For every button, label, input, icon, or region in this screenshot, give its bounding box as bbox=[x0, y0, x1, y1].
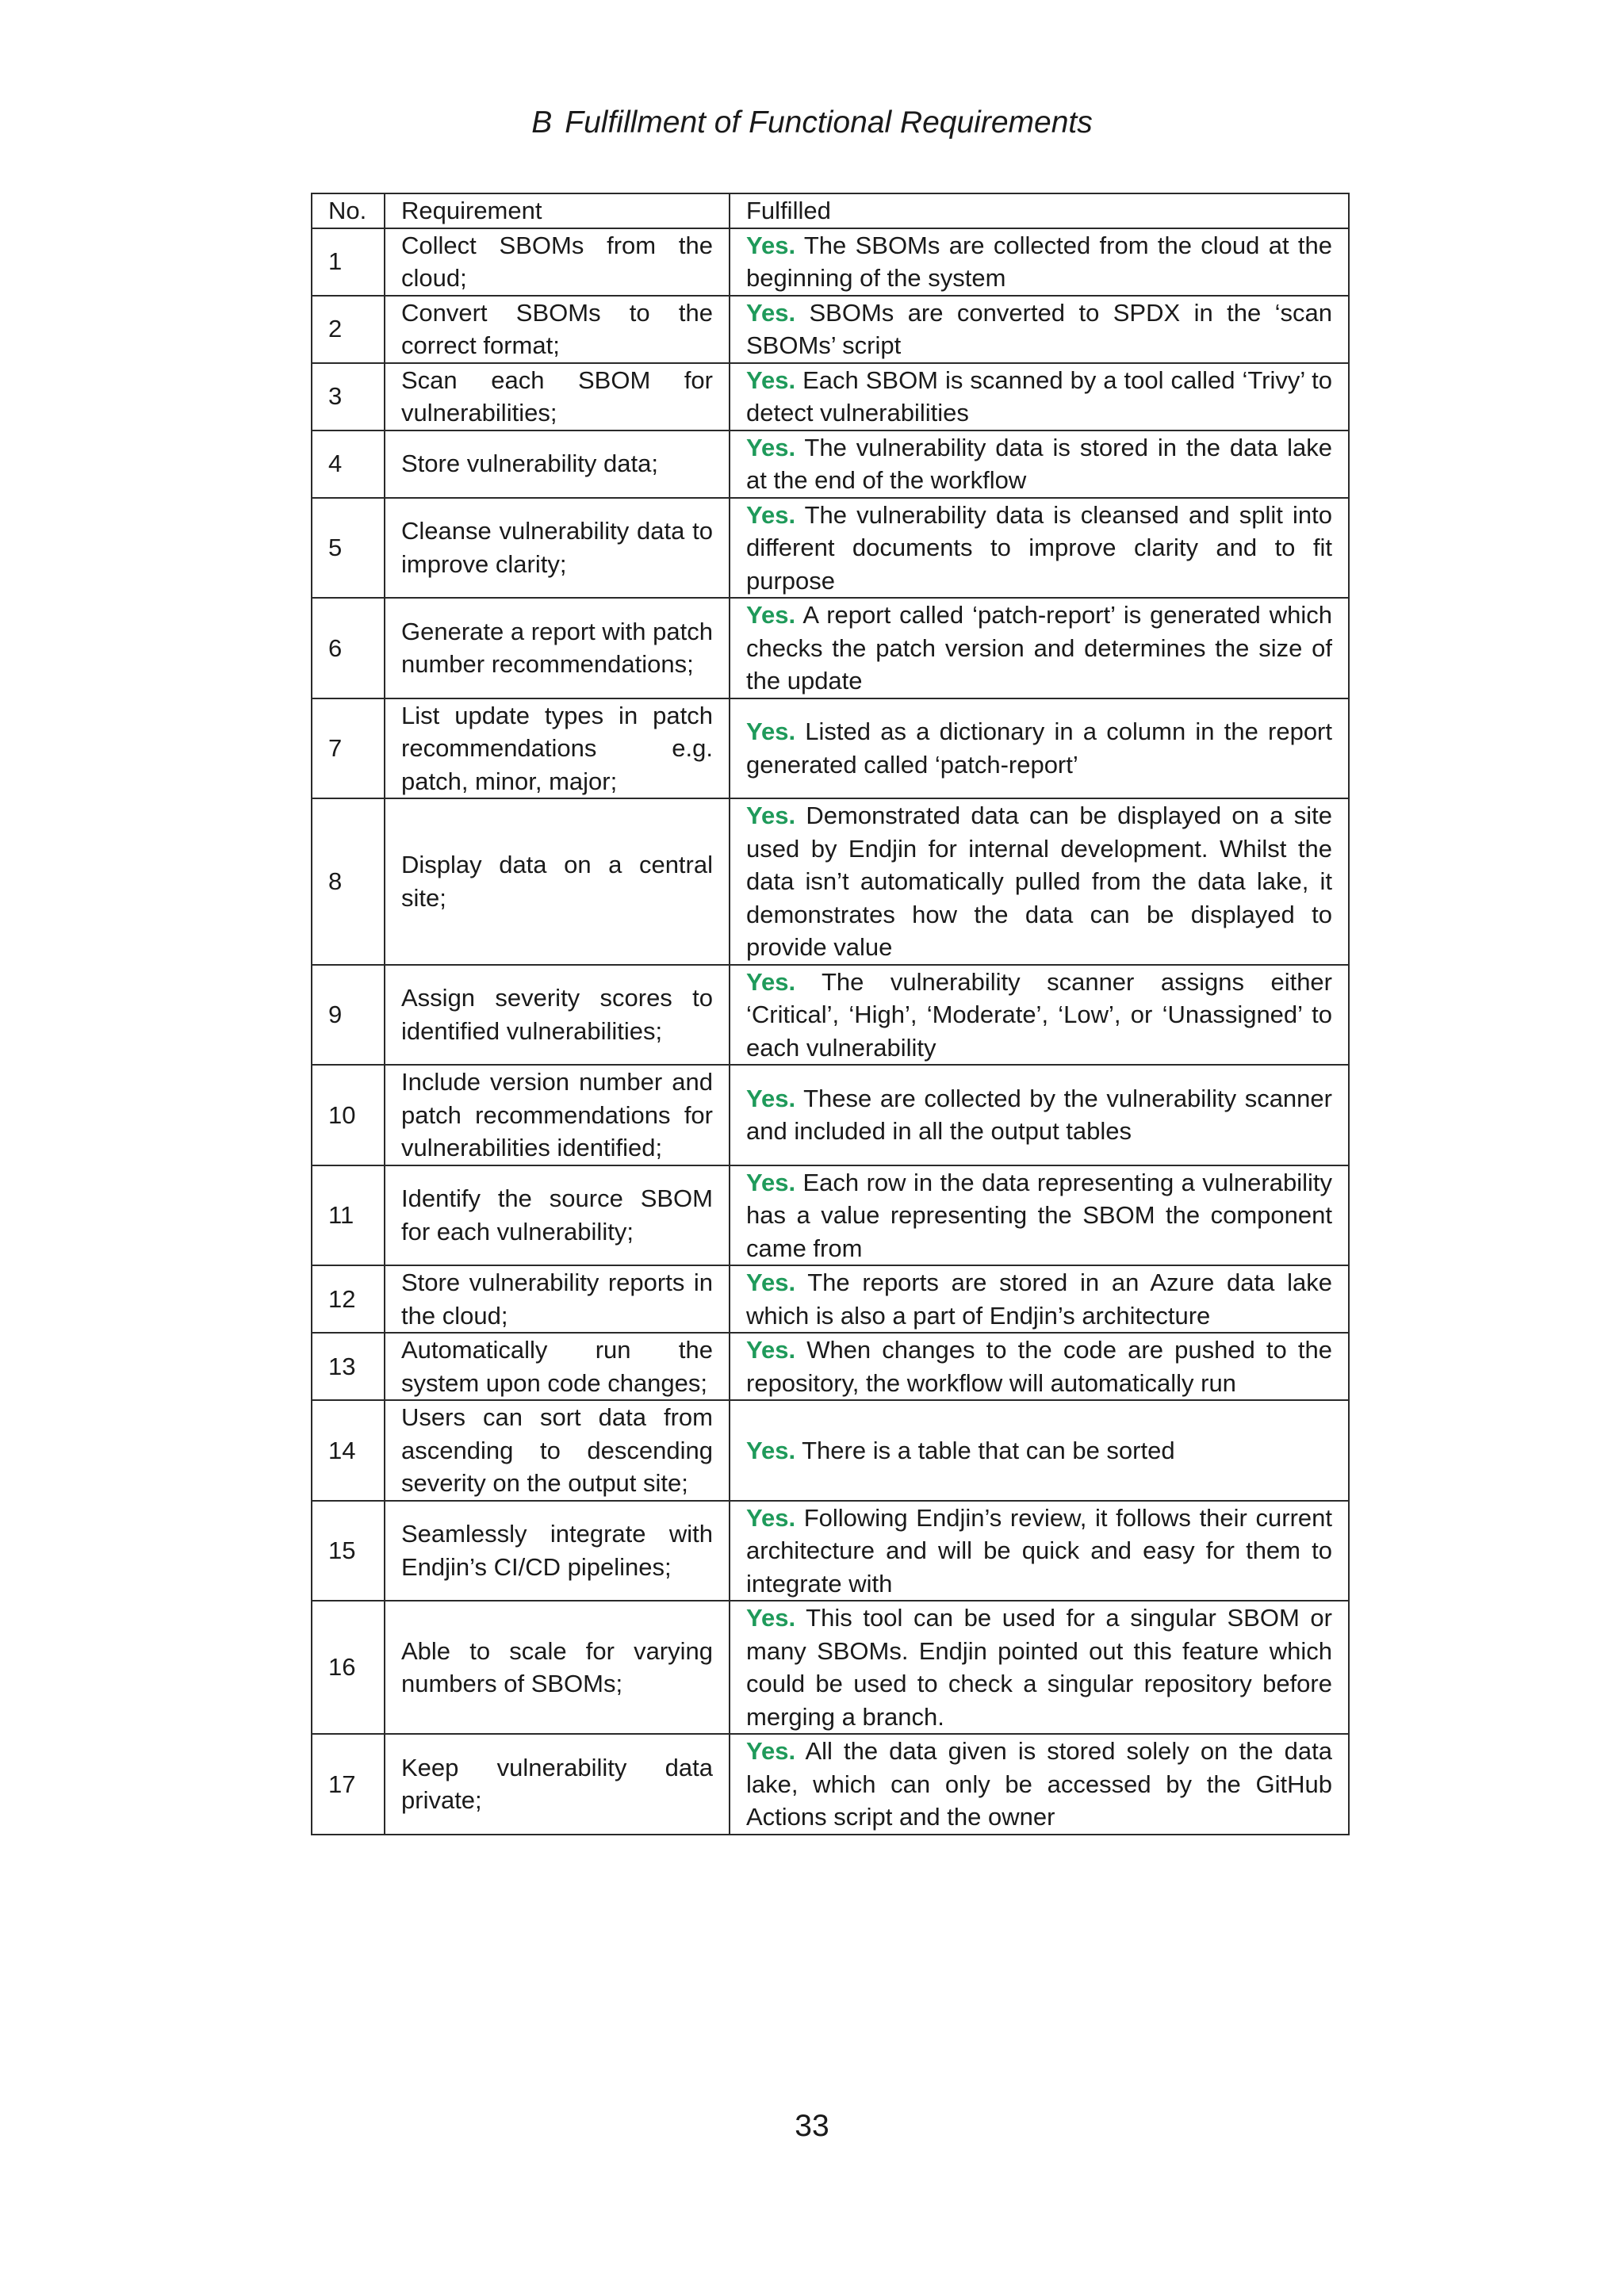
requirements-table bbox=[311, 193, 1350, 1835]
fulfilled-status: Yes. bbox=[746, 802, 796, 829]
fulfilled-detail: A report called ‘patch-report’ is generated which checks the patch version and determines the size of the update bbox=[746, 601, 1332, 695]
row-number: 1 bbox=[312, 228, 385, 296]
row-number: 9 bbox=[312, 965, 385, 1066]
fulfilled-status: Yes. bbox=[746, 1436, 796, 1464]
fulfilled-status: Yes. bbox=[746, 718, 796, 746]
running-header bbox=[0, 103, 1624, 143]
requirement-cell: Generate a report with patch number recommendations; bbox=[385, 598, 730, 698]
fulfilled-status: Yes. bbox=[746, 433, 796, 461]
column-header-fulfilled: Fulfilled bbox=[730, 193, 1349, 228]
fulfilled-detail: Each row in the data representing a vulnerability has a value representing the SBOM the component came from bbox=[746, 1168, 1332, 1262]
requirement-cell: Store vulnerability data; bbox=[385, 430, 730, 498]
row-number: 6 bbox=[312, 598, 385, 698]
fulfilled-cell bbox=[730, 498, 1349, 599]
appendix-letter: B bbox=[531, 105, 553, 140]
row-number: 17 bbox=[312, 1734, 385, 1835]
row-number: 8 bbox=[312, 798, 385, 965]
fulfilled-status: Yes. bbox=[746, 601, 796, 629]
fulfilled-cell bbox=[730, 1400, 1349, 1501]
header-row bbox=[312, 193, 1349, 228]
fulfilled-status: Yes. bbox=[746, 1084, 796, 1112]
table-row bbox=[312, 798, 1349, 965]
fulfilled-detail: When changes to the code are pushed to the repository, the workflow will automatically run bbox=[746, 1336, 1332, 1397]
fulfilled-cell bbox=[730, 1501, 1349, 1601]
requirement-cell: Keep vulnerability data private; bbox=[385, 1734, 730, 1835]
fulfilled-status: Yes. bbox=[746, 1168, 796, 1196]
fulfilled-status: Yes. bbox=[746, 500, 796, 529]
table-row bbox=[312, 228, 1349, 296]
fulfilled-cell bbox=[730, 1333, 1349, 1400]
requirement-cell: Include version number and patch recommendations for vulnerabilities identified; bbox=[385, 1065, 730, 1165]
fulfilled-status: Yes. bbox=[746, 967, 796, 996]
fulfilled-detail: The vulnerability data is stored in the data lake at the end of the workflow bbox=[746, 433, 1332, 494]
fulfilled-detail: All the data given is stored solely on the data lake, which can only be accessed by the GitHub Actions script and the owner bbox=[746, 1737, 1333, 1831]
table-row bbox=[312, 498, 1349, 599]
table-row bbox=[312, 1501, 1349, 1601]
column-header-no: No. bbox=[312, 193, 385, 228]
requirement-cell: Cleanse vulnerability data to improve clarity; bbox=[385, 498, 730, 599]
requirement-cell: Seamlessly integrate with Endjin’s CI/CD pipelines; bbox=[385, 1501, 730, 1601]
table-row bbox=[312, 1734, 1349, 1835]
table-body bbox=[312, 228, 1349, 1835]
column-header-requirement: Requirement bbox=[385, 193, 730, 228]
fulfilled-status: Yes. bbox=[746, 1336, 796, 1364]
requirement-cell: Users can sort data from ascending to descending severity on the output site; bbox=[385, 1400, 730, 1501]
table-row bbox=[312, 1165, 1349, 1266]
fulfilled-cell bbox=[730, 1265, 1349, 1333]
requirement-cell: Convert SBOMs to the correct format; bbox=[385, 296, 730, 363]
fulfilled-detail: This tool can be used for a singular SBOM or many SBOMs. Endjin pointed out this feature which could be used to check a singular repository before merging a branch. bbox=[746, 1604, 1333, 1731]
fulfilled-status: Yes. bbox=[746, 1737, 796, 1765]
requirement-cell: Store vulnerability reports in the cloud; bbox=[385, 1265, 730, 1333]
requirement-cell: Display data on a central site; bbox=[385, 798, 730, 965]
row-number: 7 bbox=[312, 698, 385, 799]
table-row bbox=[312, 1265, 1349, 1333]
table-row bbox=[312, 1400, 1349, 1501]
fulfilled-cell bbox=[730, 1601, 1349, 1734]
requirement-cell: List update types in patch recommendations e.g. patch, minor, major; bbox=[385, 698, 730, 799]
fulfilled-cell bbox=[730, 228, 1349, 296]
row-number: 14 bbox=[312, 1400, 385, 1501]
fulfilled-status: Yes. bbox=[746, 298, 796, 327]
fulfilled-detail: Following Endjin’s review, it follows their current architecture and will be quick and easy for them to integrate with bbox=[746, 1503, 1332, 1598]
fulfilled-cell bbox=[730, 598, 1349, 698]
fulfilled-status: Yes. bbox=[746, 1269, 796, 1296]
table-header bbox=[312, 193, 1349, 228]
table-row bbox=[312, 363, 1349, 430]
fulfilled-cell bbox=[730, 1165, 1349, 1266]
row-number: 5 bbox=[312, 498, 385, 599]
row-number: 13 bbox=[312, 1333, 385, 1400]
requirement-cell: Scan each SBOM for vulnerabilities; bbox=[385, 363, 730, 430]
fulfilled-status: Yes. bbox=[746, 365, 796, 394]
table-row bbox=[312, 598, 1349, 698]
fulfilled-cell bbox=[730, 363, 1349, 430]
fulfilled-detail: There is a table that can be sorted bbox=[802, 1436, 1175, 1464]
requirement-cell: Able to scale for varying numbers of SBOMs; bbox=[385, 1601, 730, 1734]
fulfilled-cell bbox=[730, 1065, 1349, 1165]
page-number: 33 bbox=[795, 2109, 829, 2143]
table-row bbox=[312, 698, 1349, 799]
requirement-cell: Collect SBOMs from the cloud; bbox=[385, 228, 730, 296]
row-number: 3 bbox=[312, 363, 385, 430]
fulfilled-cell bbox=[730, 1734, 1349, 1835]
fulfilled-detail: The vulnerability scanner assigns either ‘Critical’, ‘High’, ‘Moderate’, ‘Low’, or ‘Unassigned’ to each vulnerability bbox=[746, 967, 1332, 1062]
table-row bbox=[312, 965, 1349, 1066]
appendix-title: Fulfillment of Functional Requirements bbox=[565, 105, 1093, 140]
table-row bbox=[312, 430, 1349, 498]
fulfilled-cell bbox=[730, 965, 1349, 1066]
row-number: 2 bbox=[312, 296, 385, 363]
requirement-cell: Identify the source SBOM for each vulnerability; bbox=[385, 1165, 730, 1266]
fulfilled-detail: Demonstrated data can be displayed on a site used by Endjin for internal development. Whilst the data isn’t automatically pulled from the data lake, it demonstrates how the data can be displayed to provide value bbox=[746, 802, 1332, 961]
fulfilled-detail: The vulnerability data is cleansed and split into different documents to improve clarity and to fit purpose bbox=[746, 500, 1332, 595]
fulfilled-detail: Each SBOM is scanned by a tool called ‘Trivy’ to detect vulnerabilities bbox=[746, 365, 1332, 427]
fulfilled-detail: These are collected by the vulnerability scanner and included in all the output tables bbox=[746, 1084, 1332, 1146]
row-number: 15 bbox=[312, 1501, 385, 1601]
table-row bbox=[312, 1333, 1349, 1400]
fulfilled-detail: Listed as a dictionary in a column in the report generated called ‘patch-report’ bbox=[746, 718, 1332, 779]
fulfilled-cell bbox=[730, 430, 1349, 498]
row-number: 12 bbox=[312, 1265, 385, 1333]
table-row bbox=[312, 1601, 1349, 1734]
fulfilled-status: Yes. bbox=[746, 1503, 796, 1532]
fulfilled-cell bbox=[730, 798, 1349, 965]
fulfilled-status: Yes. bbox=[746, 231, 796, 259]
fulfilled-cell bbox=[730, 698, 1349, 799]
requirement-cell: Assign severity scores to identified vulnerabilities; bbox=[385, 965, 730, 1066]
table-row bbox=[312, 1065, 1349, 1165]
table-row bbox=[312, 296, 1349, 363]
fulfilled-detail: SBOMs are converted to SPDX in the ‘scan SBOMs’ script bbox=[746, 298, 1332, 359]
row-number: 4 bbox=[312, 430, 385, 498]
requirement-cell: Automatically run the system upon code changes; bbox=[385, 1333, 730, 1400]
fulfilled-detail: The SBOMs are collected from the cloud at the beginning of the system bbox=[746, 231, 1332, 292]
row-number: 10 bbox=[312, 1065, 385, 1165]
fulfilled-cell bbox=[730, 296, 1349, 363]
row-number: 11 bbox=[312, 1165, 385, 1266]
row-number: 16 bbox=[312, 1601, 385, 1734]
fulfilled-status: Yes. bbox=[746, 1604, 796, 1632]
fulfilled-detail: The reports are stored in an Azure data lake which is also a part of Endjin’s architecture bbox=[746, 1269, 1332, 1330]
